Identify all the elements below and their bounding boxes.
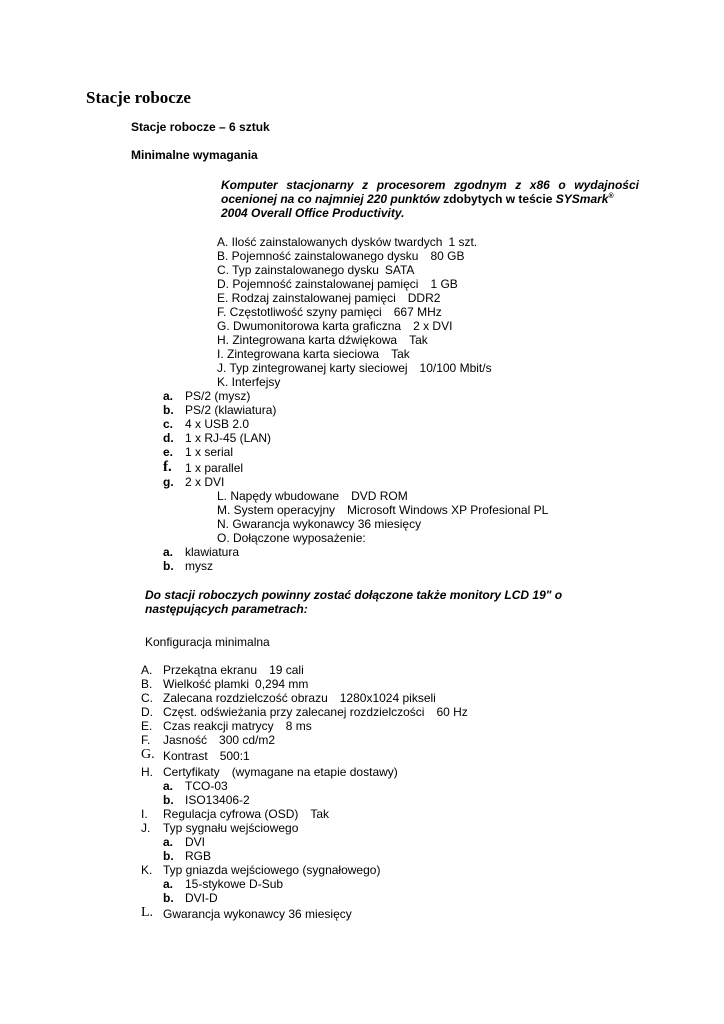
list-item: 1 x serial <box>185 445 234 459</box>
registered-mark: ® <box>608 193 614 200</box>
list-item: 2 x DVI <box>185 475 225 489</box>
list-letter: d. <box>163 431 174 445</box>
spec-item: I. Zintegrowana karta sieciowa Tak <box>217 347 410 361</box>
list-letter: J. <box>141 821 151 835</box>
monitor-note-line: Do stacji roboczych powinny zostać dołączone także monitory LCD 19" o <box>145 588 563 602</box>
spec-item: C. Typ zainstalowanego dysku SATA <box>217 263 415 277</box>
list-item: klawiatura <box>185 545 240 559</box>
list-item: PS/2 (mysz) <box>185 389 251 403</box>
intro-paragraph <box>221 178 639 220</box>
spec-item: M. System operacyjny Microsoft Windows XP Profesional PL <box>217 503 549 517</box>
list-item: mysz <box>185 559 213 573</box>
list-item: DVI-D <box>185 891 218 905</box>
list-letter: D. <box>141 705 153 719</box>
monitor-item: Typ gniazda wejściowego (sygnałowego) <box>163 863 381 877</box>
list-letter: a. <box>163 389 174 403</box>
spec-item: F. Częstotliwość szyny pamięci 667 MHz <box>217 305 442 319</box>
spec-item: A. Ilość zainstalowanych dysków twardych 1 szt. <box>217 235 478 249</box>
list-letter: e. <box>163 445 174 459</box>
list-item: 4 x USB 2.0 <box>185 417 250 431</box>
list-letter: K. <box>141 863 153 877</box>
list-item: ISO13406-2 <box>185 793 250 807</box>
intro-text-2: 0 punktów <box>380 192 440 206</box>
list-letter: a. <box>163 545 174 559</box>
list-letter: I. <box>141 807 148 821</box>
monitor-item: Czas reakcji matrycy 8 ms <box>163 719 312 733</box>
list-letter: a. <box>163 779 174 793</box>
subtitle: Stacje robocze – 6 sztuk <box>131 120 270 134</box>
spec-item: O. Dołączone wyposażenie: <box>217 531 366 545</box>
monitor-note-line: następujących parametrach: <box>145 602 308 616</box>
requirements-heading: Minimalne wymagania <box>131 148 258 162</box>
spec-item: N. Gwarancja wykonawcy 36 miesięcy <box>217 517 422 531</box>
monitor-item: Typ sygnału wejściowego <box>163 821 299 835</box>
monitor-item: Przekątna ekranu 19 cali <box>163 663 304 677</box>
list-letter: F. <box>141 733 151 747</box>
list-letter: g. <box>163 475 174 489</box>
spec-item: G. Dwumonitorowa karta graficzna 2 x DVI <box>217 319 453 333</box>
monitor-item: Certyfikaty (wymagane na etapie dostawy) <box>163 765 398 779</box>
list-letter: b. <box>163 849 174 863</box>
list-letter: f. <box>163 459 172 475</box>
list-letter: a. <box>163 835 174 849</box>
spec-item: H. Zintegrowana karta dźwiękowa Tak <box>217 333 428 347</box>
list-letter: b. <box>163 559 174 573</box>
list-item: DVI <box>185 835 206 849</box>
list-letter: b. <box>163 891 174 905</box>
monitor-item: Częst. odświeżania przy zalecanej rozdzielczości 60 Hz <box>163 705 468 719</box>
spec-item: D. Pojemność zainstalowanej pamięci 1 GB <box>217 277 458 291</box>
list-letter: E. <box>141 719 153 733</box>
list-letter: c. <box>163 417 174 431</box>
spec-item: K. Interfejsy <box>217 375 281 389</box>
monitor-item: Gwarancja wykonawcy 36 miesięcy <box>163 907 352 921</box>
list-letter: L. <box>141 905 154 920</box>
monitor-item: Regulacja cyfrowa (OSD) Tak <box>163 807 330 821</box>
monitor-item: Jasność 300 cd/m2 <box>163 733 276 747</box>
list-item: 15-stykowe D-Sub <box>185 877 284 891</box>
list-letter: G. <box>141 747 155 762</box>
spec-item: B. Pojemność zainstalowanego dysku 80 GB <box>217 249 465 263</box>
list-item: 1 x parallel <box>185 461 244 475</box>
intro-text-1: Komputer stacjonarny z procesorem zgodnym z x86 o wydajności ocenionej na co najmniej 22 <box>221 178 639 206</box>
list-letter: H. <box>141 765 153 779</box>
monitor-item: Zalecana rozdzielczość obrazu 1280x1024 pikseli <box>163 691 436 705</box>
list-letter: b. <box>163 403 174 417</box>
spec-item: L. Napędy wbudowane DVD ROM <box>217 489 408 503</box>
list-item: PS/2 (klawiatura) <box>185 403 277 417</box>
spec-item: E. Rodzaj zainstalowanej pamięci DDR2 <box>217 291 441 305</box>
monitor-item: Kontrast 500:1 <box>163 749 250 763</box>
list-item: RGB <box>185 849 212 863</box>
intro-text-5: 2004 Overall Office Productivity. <box>221 206 405 220</box>
list-item: 1 x RJ-45 (LAN) <box>185 431 272 445</box>
intro-text-3: zdobytych w teście <box>439 192 556 206</box>
config-heading: Konfiguracja minimalna <box>145 635 270 649</box>
spec-item: J. Typ zintegrowanej karty sieciowej 10/100 Mbit/s <box>217 361 492 375</box>
list-letter: b. <box>163 793 174 807</box>
monitor-item: Wielkość plamki 0,294 mm <box>163 677 309 691</box>
list-item: TCO-03 <box>185 779 228 793</box>
list-letter: A. <box>141 663 153 677</box>
intro-sysmark: SYSmark <box>555 192 609 206</box>
page-title: Stacje robocze <box>86 88 191 107</box>
list-letter: B. <box>141 677 153 691</box>
list-letter: C. <box>141 691 153 705</box>
list-letter: a. <box>163 877 174 891</box>
